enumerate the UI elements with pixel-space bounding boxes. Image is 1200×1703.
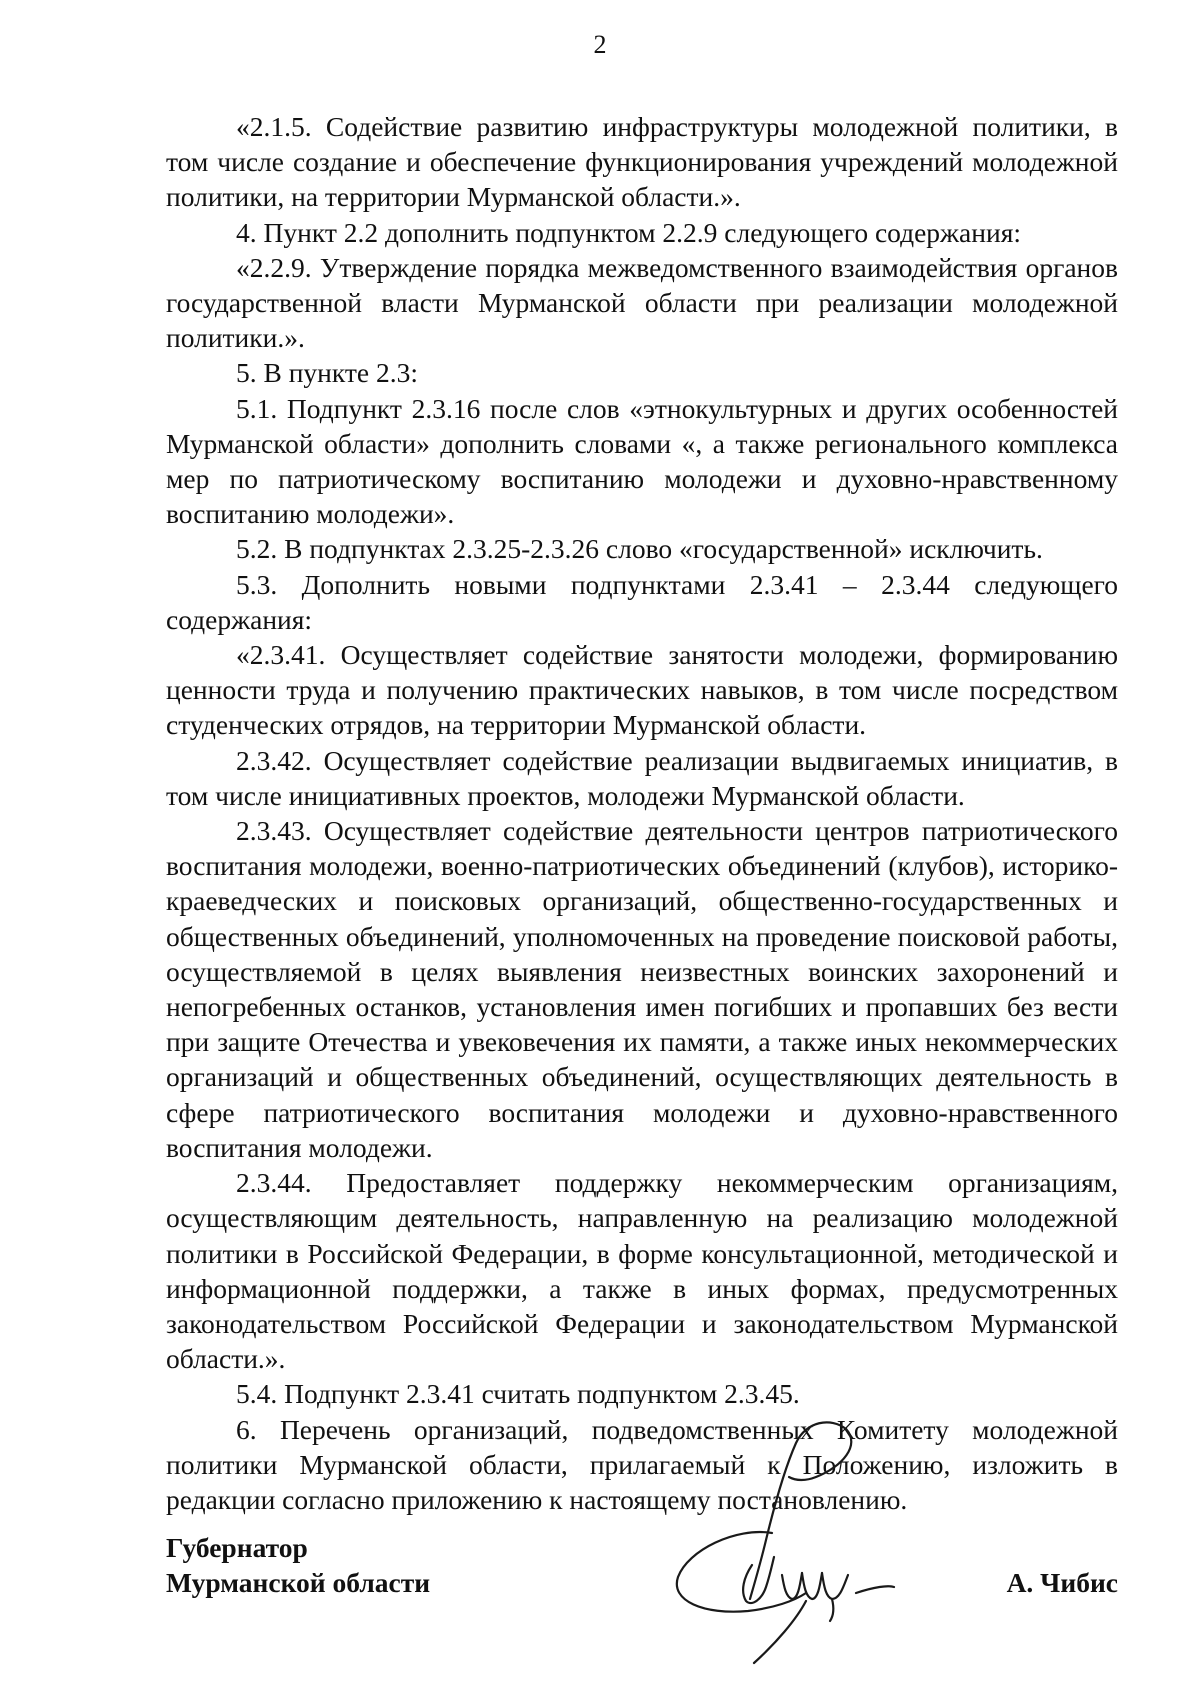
paragraph-item-5-3: 5.3. Дополнить новыми подпунктами 2.3.41 – 2.3.44 следующего содержания: [166, 568, 1118, 635]
paragraph-item-5: 5. В пункте 2.3: [236, 357, 419, 389]
paragraph-item-5-1: 5.1. Подпункт 2.3.16 после слов «этнокультурных и других особенностей Мурманской области» дополнить словами «, а также регионального комплекса мер по патриотическому воспитанию молодежи и духовно-нравственному воспитанию молодежи». [166, 392, 1118, 530]
handwritten-signature [656, 1415, 906, 1670]
paragraph-item-4: 4. Пункт 2.2 дополнить подпунктом 2.2.9 следующего содержания: [236, 216, 1021, 248]
paragraph-2-3-44: 2.3.44. Предоставляет поддержку некоммерческим организациям, осуществляющим деятельность, направленную на реализацию молодежной политики в Российской Федерации, в форме консультационной, методической и информационной поддержки, а также в иных формах, предусмотренных законодательством Российской Федерации и законодательством Мурманской области.». [166, 1167, 1118, 1375]
paragraph-2-1-5: «2.1.5. Содействие развитию инфраструктуры молодежной политики, в том числе создание и обеспечение функционирования учреждений молодежной политики, на территории Мурманской области.». [166, 111, 1118, 213]
paragraph-item-6: 6. Перечень организаций, подведомственных Комитету молодежной политики Мурманской области, прилагаемый к Положению, изложить в редакции согласно приложению к настоящему постановлению. [166, 1413, 1118, 1515]
page-number: 2 [593, 30, 607, 59]
signer-position [166, 1530, 430, 1600]
document-body [166, 109, 1118, 1517]
signature-block [166, 1530, 1118, 1690]
signer-position-line1: Губернатор [166, 1532, 308, 1563]
paragraph-item-5-4: 5.4. Подпункт 2.3.41 считать подпунктом 2.3.45. [236, 1378, 800, 1410]
paragraph-2-3-41: «2.3.41. Осуществляет содействие занятости молодежи, формированию ценности труда и получению практических навыков, в том числе посредством студенческих отрядов, на территории Мурманской области. [166, 639, 1118, 741]
paragraph-2-2-9: «2.2.9. Утверждение порядка межведомственного взаимодействия органов государственной власти Мурманской области при реализации молодежной политики.». [166, 251, 1118, 354]
signer-name: А. Чибис [1006, 1567, 1118, 1598]
paragraph-2-3-42: 2.3.42. Осуществляет содействие реализации выдвигаемых инициатив, в том числе инициативных проектов, молодежи Мурманской области. [166, 744, 1118, 811]
paragraph-2-3-43: 2.3.43. Осуществляет содействие деятельности центров патриотического воспитания молодежи, военно-патриотических объединений (клубов), историко-краеведческих и поисковых организаций, общественно-государственных и общественных объединений, уполномоченных на проведение поисковой работы, осуществляемой в целях выявления неизвестных воинских захоронений и непогребенных останков, установления имен погибших и пропавших без вести при защите Отечества и увековечения их памяти, а также иных некоммерческих организаций и общественных объединений, осуществляющих деятельность в сфере патриотического воспитания молодежи и духовно-нравственного воспитания молодежи. [166, 815, 1118, 1163]
signer-position-line2: Мурманской области [166, 1567, 431, 1598]
paragraph-item-5-2: 5.2. В подпунктах 2.3.25-2.3.26 слово «государственной» исключить. [236, 533, 1043, 565]
